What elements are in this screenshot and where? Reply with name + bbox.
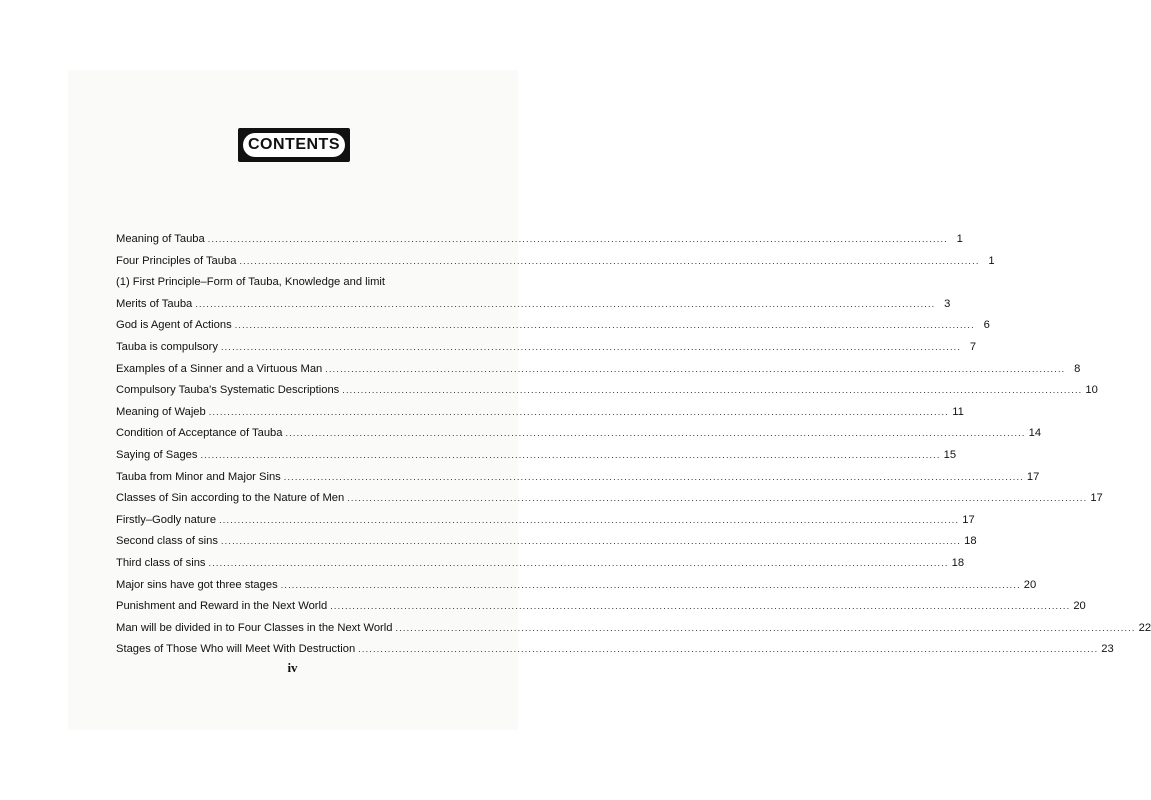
toc-entry-title: God is Agent of Actions bbox=[116, 319, 232, 332]
toc-leader-dots: ........................................................................................................................................................................................................ bbox=[234, 320, 975, 331]
toc-entry-page: 3 bbox=[944, 297, 951, 310]
toc-entry-title: Meaning of Wajeb bbox=[116, 405, 206, 418]
toc-leader-dots: ........................................................................................................................................................................................................ bbox=[325, 363, 1066, 374]
toc-leader-dots: ........................................................................................................................................................................................................ bbox=[207, 234, 948, 244]
toc-entry-title: Examples of a Sinner and a Virtuous Man bbox=[116, 362, 323, 375]
toc-leader-dots: ........................................................................................................................................................................................................ bbox=[239, 255, 980, 266]
toc-entry-page: 18 bbox=[964, 535, 977, 548]
toc-leader-dots: ........................................................................................................................................................................................................ bbox=[358, 644, 1099, 655]
toc-entry bbox=[116, 402, 964, 424]
toc-leader-dots: ........................................................................................................................................................................................................ bbox=[208, 406, 949, 417]
toc-entry bbox=[116, 337, 977, 359]
toc-entry-page: 18 bbox=[951, 556, 965, 569]
toc-entry-title: Meaning of Tauba bbox=[116, 233, 205, 245]
toc-entry bbox=[116, 251, 995, 273]
toc-entry bbox=[116, 380, 1098, 402]
toc-entry-title: Saying of Sages bbox=[116, 448, 198, 461]
toc-leader-dots: ........................................................................................................................................................................................................ bbox=[220, 536, 962, 547]
toc-entry bbox=[116, 510, 975, 532]
toc-leader-dots: ........................................................................................................................................................................................................ bbox=[220, 341, 962, 352]
toc-entry bbox=[116, 639, 1114, 661]
toc-entry-page: 1 bbox=[956, 233, 963, 245]
toc-entry-title: Classes of Sin according to the Nature of Men bbox=[116, 492, 345, 505]
toc-entry-title: Tauba from Minor and Major Sins bbox=[116, 470, 281, 483]
toc-entry bbox=[116, 488, 1103, 510]
toc-entry-page: 17 bbox=[1090, 492, 1103, 505]
toc-entry-page: 20 bbox=[1073, 600, 1086, 613]
page-folio: iv bbox=[287, 660, 298, 675]
toc-entry-title: Stages of Those Who will Meet With Destruction bbox=[116, 643, 356, 656]
toc-entry-title: Man will be divided in to Four Classes in the Next World bbox=[116, 621, 393, 634]
toc-entry-page: 14 bbox=[1028, 427, 1042, 440]
toc-entry-title: Second class of sins bbox=[116, 535, 218, 548]
toc-entry-page: 1 bbox=[988, 254, 995, 267]
toc-leader-dots: ........................................................................................................................................................................................................ bbox=[347, 493, 1088, 504]
toc-entry bbox=[116, 229, 963, 251]
toc-entry bbox=[116, 596, 1086, 618]
toc-leader-dots: ........................................................................................................................................................................................................ bbox=[330, 601, 1071, 612]
toc-leader-dots: ........................................................................................................................................................................................................ bbox=[395, 622, 1136, 633]
toc-entry-page: 17 bbox=[1026, 470, 1040, 483]
contents-title: CONTENTS bbox=[243, 133, 345, 157]
table-of-contents bbox=[116, 229, 1151, 661]
toc-leader-dots: ........................................................................................................................................................................................................ bbox=[285, 428, 1026, 439]
toc-entry bbox=[116, 359, 1081, 381]
toc-entry-page: 20 bbox=[1023, 578, 1037, 591]
toc-entry-title: Merits of Tauba bbox=[116, 297, 193, 310]
toc-entry bbox=[116, 315, 990, 337]
toc-leader-dots: ........................................................................................................................................................................................................ bbox=[342, 385, 1083, 396]
contents-title-box bbox=[238, 128, 350, 162]
toc-leader-dots: ........................................................................................................................................................................................................ bbox=[200, 449, 941, 460]
toc-leader-dots: ........................................................................................................................................................................................................ bbox=[208, 557, 949, 568]
toc-entry-title: Condition of Acceptance of Tauba bbox=[116, 427, 283, 440]
toc-entry-title: Four Principles of Tauba bbox=[116, 254, 237, 267]
toc-entry bbox=[116, 294, 951, 316]
toc-entry-page: 7 bbox=[969, 340, 977, 353]
toc-leader-dots: ........................................................................................................................................................................................................ bbox=[195, 298, 936, 309]
toc-entry-page: 23 bbox=[1101, 643, 1114, 656]
toc-entry-page: 15 bbox=[943, 448, 957, 461]
toc-entry-page: 10 bbox=[1085, 384, 1098, 397]
toc-entry bbox=[116, 272, 472, 294]
toc-entry-page: 6 bbox=[983, 319, 990, 332]
toc-entry-title: Punishment and Reward in the Next World bbox=[116, 600, 328, 613]
toc-leader-dots: ........................................................................................................................................................................................................ bbox=[283, 471, 1024, 482]
toc-entry bbox=[116, 553, 965, 575]
toc-entry bbox=[116, 618, 1151, 640]
toc-entry bbox=[116, 531, 977, 553]
toc-entry-title: Compulsory Tauba's Systematic Descriptions bbox=[116, 384, 340, 397]
toc-entry-title: Firstly–Godly nature bbox=[116, 513, 217, 526]
toc-entry bbox=[116, 467, 1040, 489]
toc-entry-page: 8 bbox=[1074, 362, 1081, 375]
toc-entry-title: Third class of sins bbox=[116, 556, 206, 569]
toc-entry bbox=[116, 575, 1037, 597]
toc-leader-dots: ........................................................................................................................................................................................................ bbox=[219, 514, 960, 525]
toc-leader-dots: ........................................................................................................................................................................................................ bbox=[280, 579, 1021, 590]
toc-entry-title: Tauba is compulsory bbox=[116, 340, 218, 353]
toc-entry bbox=[116, 445, 957, 467]
toc-entry bbox=[116, 423, 1042, 445]
toc-entry-page: 17 bbox=[962, 513, 975, 526]
toc-entry-title: (1) First Principle–Form of Tauba, Knowledge and limit bbox=[116, 276, 386, 289]
toc-entry-page: 22 bbox=[1138, 621, 1151, 634]
toc-entry-title: Major sins have got three stages bbox=[116, 578, 278, 591]
toc-entry-page: 11 bbox=[952, 405, 964, 418]
